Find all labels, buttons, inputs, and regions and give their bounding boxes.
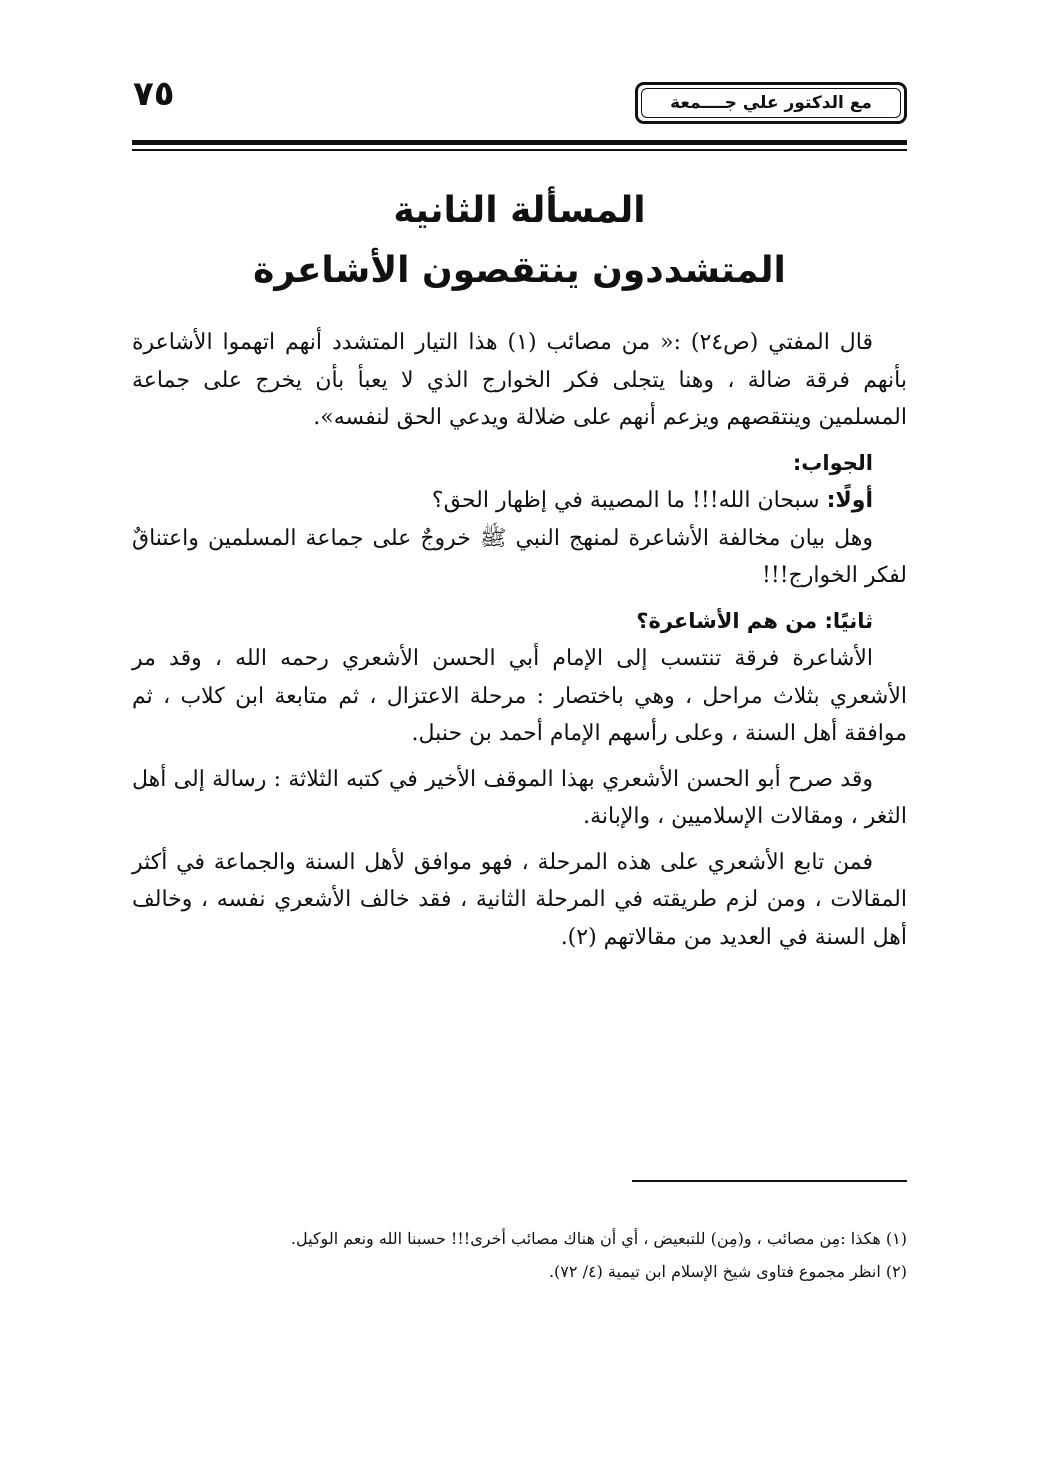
running-header-box xyxy=(635,82,907,124)
header-rule-thick xyxy=(132,140,907,145)
first-point-text: سبحان الله!!! ما المصيبة في إظهار الحق؟ xyxy=(431,488,820,513)
section-subtitle: المتشددون ينتقصون الأشاعرة xyxy=(253,250,786,291)
footnote-separator xyxy=(632,1180,907,1182)
first-point-paragraph: وهل بيان مخالفة الأشاعرة لمنهج النبي ﷺ خروجٌ على جماعة المسلمين واعتناقٌ لفكر الخوارج!!! xyxy=(132,525,907,588)
quoted-paragraph: قال المفتي (ص٢٤) :« من مصائب (١) هذا التيار المتشدد أنهم اتهموا الأشاعرة بأنهم فرقة ضالة ، وهنا يتجلى فكر الخوارج الذي لا يعبأ بأن يخرج على جماعة المسلمين وينتقصهم ويزعم أنهم على ضلالة ويدعي الحق لنفسه». xyxy=(132,330,907,430)
paragraph-1: الأشاعرة فرقة تنتسب إلى الإمام أبي الحسن الأشعري رحمه الله ، وقد مر الأشعري بثلاث مراحل ، وهي باختصار : مرحلة الاعتزال ، ثم متابعة ابن كلاب ، ثم موافقة أهل السنة ، وعلى رأسهم الإمام أحمد بن حنبل. xyxy=(132,646,907,746)
paragraph-3: فمن تابع الأشعري على هذه المرحلة ، فهو موافق لأهل السنة والجماعة في أكثر المقالات ، ومن لزم طريقته في المرحلة الثانية ، فقد خالف الأشعري نفسه ، وخالف أهل السنة في العديد من مقالاتهم (٢). xyxy=(132,849,907,950)
body-text xyxy=(132,324,907,964)
header-rule-thin xyxy=(132,149,907,151)
footnotes xyxy=(132,1222,907,1288)
running-header-title: مع الدكتور علي جــــمعة xyxy=(641,88,901,118)
answer-heading: الجواب: xyxy=(792,450,873,475)
paragraph-2: وقد صرح أبو الحسن الأشعري بهذا الموقف الأخير في كتبه الثلاثة : رسالة إلى أهل الثغر ، ومقالات الإسلاميين ، والإبانة. xyxy=(132,766,907,829)
section-title: المسألة الثانية xyxy=(393,190,646,231)
second-heading: ثانيًا: من هم الأشاعرة؟ xyxy=(636,608,873,633)
page-number: ٧٥ xyxy=(133,74,175,114)
footnote-2: (٢) انظر مجموع فتاوى شيخ الإسلام ابن تيمية (٤/ ٧٢). xyxy=(548,1262,907,1281)
first-point xyxy=(132,482,907,520)
footnote-1: (١) هكذا :مِن مصائب ، و(مِن) للتبعيض ، أي أن هناك مصائب أخرى!!! حسبنا الله ونعم الوكيل. xyxy=(290,1229,907,1248)
first-point-label: أولًا: xyxy=(826,488,873,513)
